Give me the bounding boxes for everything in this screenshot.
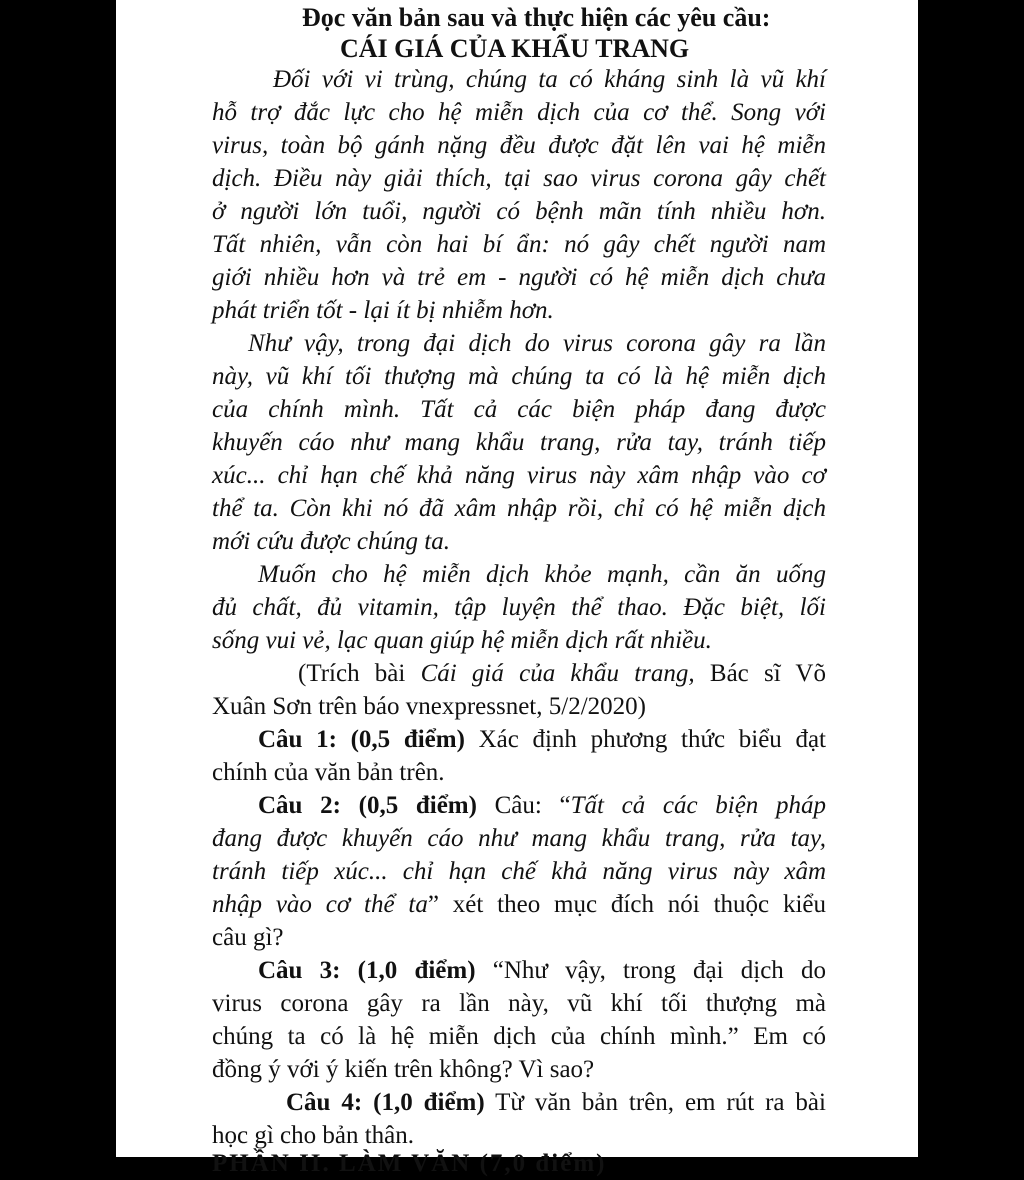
question-4: Câu 4: (1,0 điểm) Từ văn bản trên, em rút ra bài	[286, 1089, 826, 1116]
passage-line: khuyến cáo như mang khẩu trang, rửa tay, tránh tiếp	[212, 429, 826, 456]
question-2-line: câu gì?	[212, 924, 284, 951]
passage-line: đủ chất, đủ vitamin, tập luyện thể thao. Đặc biệt, lối	[212, 594, 826, 621]
question-2-line: đang được khuyến cáo như mang khẩu trang, rửa tay,	[212, 825, 826, 852]
passage-line: sống vui vẻ, lạc quan giúp hệ miễn dịch rất nhiều.	[212, 627, 712, 654]
passage-line: Như vậy, trong đại dịch do virus corona gây ra lần	[248, 330, 826, 357]
question-3-line: đồng ý với ý kiến trên không? Vì sao?	[212, 1056, 595, 1083]
question-1: Câu 1: (0,5 điểm) Xác định phương thức biểu đạt	[258, 726, 826, 753]
question-3-line: chúng ta có là hệ miễn dịch của chính mình.” Em có	[212, 1023, 826, 1050]
question-2-line: nhập vào cơ thể ta” xét theo mục đích nói thuộc kiểu	[212, 891, 826, 918]
passage-line: mới cứu được chúng ta.	[212, 528, 450, 555]
passage-line: phát triển tốt - lại ít bị nhiễm hơn.	[212, 297, 554, 324]
passage-line: này, vũ khí tối thượng mà chúng ta có là hệ miễn dịch	[212, 363, 826, 390]
passage-line: Đối với vi trùng, chúng ta có kháng sinh là vũ khí	[273, 66, 826, 93]
document-page	[116, 0, 918, 1177]
passage-line: giới nhiều hơn và trẻ em - người có hệ miễn dịch chưa	[212, 264, 826, 291]
passage-line: Muốn cho hệ miễn dịch khỏe mạnh, cần ăn uống	[258, 561, 826, 588]
passage-line: hỗ trợ đắc lực cho hệ miễn dịch của cơ thể. Song với	[212, 99, 826, 126]
passage-line: dịch. Điều này giải thích, tại sao virus corona gây chết	[212, 165, 826, 192]
question-3-line: virus corona gây ra lần này, vũ khí tối thượng mà	[212, 990, 826, 1017]
source-citation-line2: Xuân Sơn trên báo vnexpressnet, 5/2/2020)	[212, 693, 646, 720]
passage-line: Tất nhiên, vẫn còn hai bí ẩn: nó gây chết người nam	[212, 231, 826, 258]
passage-title: CÁI GIÁ CỦA KHẨU TRANG	[340, 34, 690, 63]
section-heading-cut-off: PHẦN II. LÀM VĂN (7,0 điểm)	[212, 1150, 607, 1177]
instruction-heading: Đọc văn bản sau và thực hiện các yêu cầu:	[302, 3, 771, 32]
source-citation: (Trích bài Cái giá của khẩu trang, Bác sĩ Võ	[298, 660, 826, 687]
question-2-line: tránh tiếp xúc... chỉ hạn chế khả năng virus này xâm	[212, 858, 826, 885]
passage-line: ở người lớn tuổi, người có bệnh mãn tính nhiều hơn.	[212, 198, 826, 225]
question-3: Câu 3: (1,0 điểm) “Như vậy, trong đại dịch do	[258, 957, 826, 984]
passage-line: thể ta. Còn khi nó đã xâm nhập rồi, chỉ có hệ miễn dịch	[212, 495, 826, 522]
passage-line: virus, toàn bộ gánh nặng đều được đặt lên vai hệ miễn	[212, 132, 826, 159]
question-1-line: chính của văn bản trên.	[212, 759, 445, 786]
passage-line: xúc... chỉ hạn chế khả năng virus này xâm nhập vào cơ	[212, 462, 826, 489]
passage-line: của chính mình. Tất cả các biện pháp đang được	[212, 396, 826, 423]
question-4-line: học gì cho bản thân.	[212, 1122, 415, 1149]
question-2: Câu 2: (0,5 điểm) Câu: “Tất cả các biện pháp	[258, 792, 826, 819]
